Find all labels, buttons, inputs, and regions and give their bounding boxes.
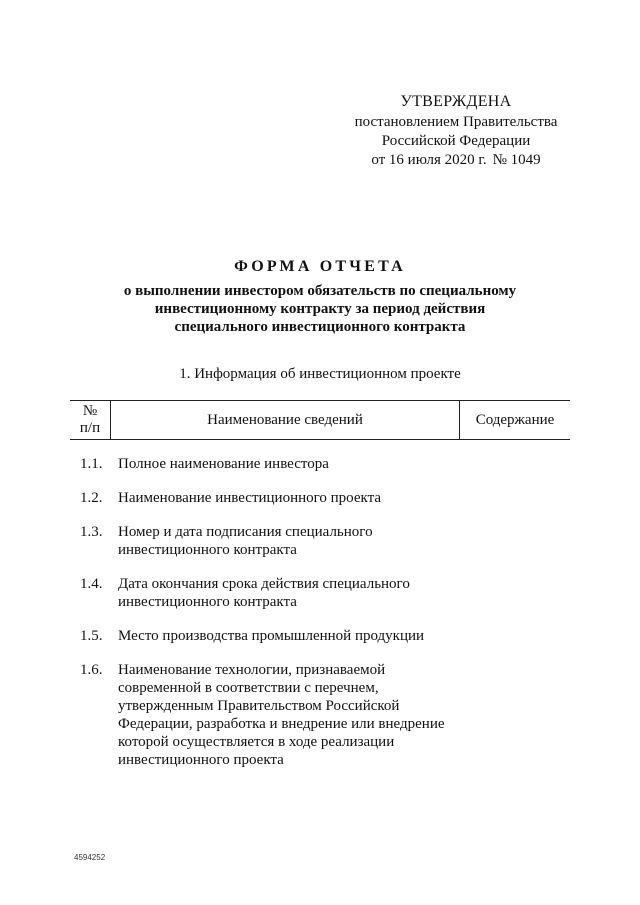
approval-line-2: Российской Федерации (381, 133, 531, 149)
info-table-header (70, 400, 570, 440)
row-text-line: инвестиционного контракта (118, 594, 297, 610)
section-heading: 1. Информация об инвестиционном проекте (179, 366, 461, 382)
row-number: 1.4. (80, 576, 103, 592)
column-header-content: Содержание (475, 411, 555, 428)
row-text-line: современной в соответствии с перечнем, (118, 680, 379, 696)
row-text (118, 455, 458, 473)
row-number: 1.3. (80, 524, 103, 540)
subtitle-line: специального инвестиционного контракта (174, 319, 466, 335)
row-text (118, 661, 458, 769)
row-text (118, 489, 458, 507)
subtitle-line: о выполнении инвестором обязательств по специальному (123, 283, 517, 299)
row-text-line: Дата окончания срока действия специального (118, 576, 410, 592)
row-text-line: инвестиционного контракта (118, 542, 297, 558)
form-title: ФОРМА ОТЧЕТА (234, 258, 406, 275)
column-header-number-line2: п/п (79, 420, 101, 436)
approval-line-1: постановлением Правительства (354, 114, 558, 130)
row-number: 1.1. (80, 456, 103, 472)
approval-block (346, 92, 566, 170)
row-text-line: Наименование инвестиционного проекта (118, 490, 382, 506)
row-text-line: которой осуществляется в ходе реализации (118, 734, 395, 750)
row-number: 1.6. (80, 662, 103, 678)
row-number: 1.5. (80, 628, 103, 644)
row-text (118, 627, 458, 645)
approval-order-line (346, 151, 566, 170)
row-text (118, 523, 458, 559)
approval-date: от 16 июля 2020 г. (371, 152, 487, 168)
row-text-line: Федерации, разработка и внедрение или внедрение (118, 716, 445, 732)
form-subtitle (100, 282, 540, 336)
row-text (118, 575, 458, 611)
document-code: 4594252 (74, 853, 106, 862)
row-text-line: инвестиционного проекта (118, 752, 284, 768)
approval-number: № 1049 (492, 152, 541, 168)
row-text-line: Место производства промышленной продукции (118, 628, 425, 644)
column-header-number-line1: № (82, 403, 98, 419)
row-text-line: утвержденным Правительством Российской (118, 698, 400, 714)
row-number: 1.2. (80, 490, 103, 506)
column-header-name: Наименование сведений (111, 401, 460, 439)
row-text-line: Номер и дата подписания специального (118, 524, 373, 540)
subtitle-line: инвестиционному контракту за период действия (154, 301, 486, 317)
approved-label: УТВЕРЖДЕНА (400, 93, 512, 110)
row-text-line: Полное наименование инвестора (118, 456, 329, 472)
column-header-number (70, 401, 111, 439)
row-text-line: Наименование технологии, признаваемой (118, 662, 386, 678)
